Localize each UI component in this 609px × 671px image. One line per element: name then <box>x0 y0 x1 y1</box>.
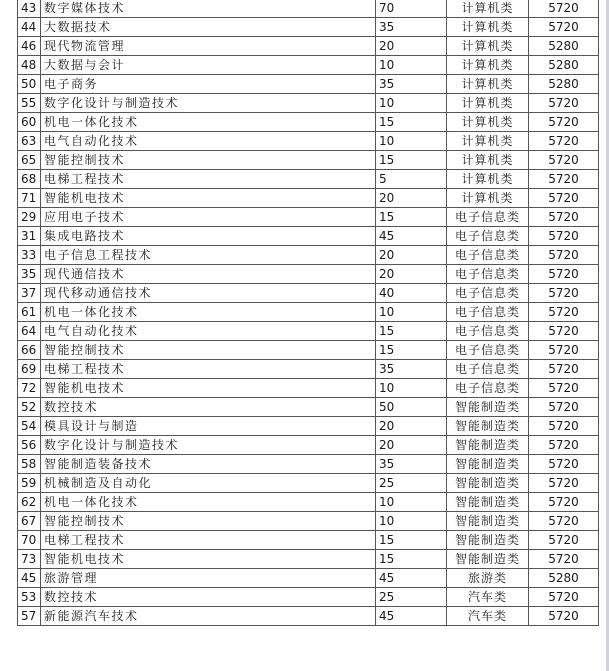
tuition-fee-cell: 5720 <box>529 341 599 360</box>
major-code-cell: 29 <box>18 208 41 227</box>
table-row <box>18 474 599 493</box>
category-cell: 汽车类 <box>447 588 529 607</box>
category-cell: 电子信息类 <box>447 246 529 265</box>
tuition-fee-cell: 5720 <box>529 398 599 417</box>
category-cell: 计算机类 <box>447 94 529 113</box>
tuition-fee-cell: 5720 <box>529 512 599 531</box>
major-name-cell: 应用电子技术 <box>41 208 376 227</box>
plan-count-cell: 10 <box>376 379 447 398</box>
tuition-fee-cell: 5720 <box>529 227 599 246</box>
major-code-cell: 52 <box>18 398 41 417</box>
plan-count-cell: 15 <box>376 341 447 360</box>
category-cell: 智能制造类 <box>447 531 529 550</box>
table-row <box>18 113 599 132</box>
tuition-fee-cell: 5720 <box>529 208 599 227</box>
category-cell: 电子信息类 <box>447 208 529 227</box>
plan-count-cell: 20 <box>376 417 447 436</box>
major-code-cell: 61 <box>18 303 41 322</box>
plan-count-cell: 10 <box>376 512 447 531</box>
major-code-cell: 67 <box>18 512 41 531</box>
major-code-cell: 70 <box>18 531 41 550</box>
major-code-cell: 46 <box>18 37 41 56</box>
category-cell: 计算机类 <box>447 189 529 208</box>
major-name-cell: 智能控制技术 <box>41 341 376 360</box>
category-cell: 计算机类 <box>447 0 529 18</box>
table-row <box>18 246 599 265</box>
major-name-cell: 模具设计与制造 <box>41 417 376 436</box>
major-name-cell: 电梯工程技术 <box>41 360 376 379</box>
major-name-cell: 电气自动化技术 <box>41 322 376 341</box>
major-code-cell: 54 <box>18 417 41 436</box>
plan-count-cell: 20 <box>376 37 447 56</box>
plan-count-cell: 45 <box>376 227 447 246</box>
category-cell: 计算机类 <box>447 37 529 56</box>
category-cell: 电子信息类 <box>447 284 529 303</box>
major-code-cell: 69 <box>18 360 41 379</box>
major-name-cell: 机械制造及自动化 <box>41 474 376 493</box>
plan-count-cell: 10 <box>376 94 447 113</box>
table-row <box>18 379 599 398</box>
plan-count-cell: 10 <box>376 132 447 151</box>
major-code-cell: 65 <box>18 151 41 170</box>
major-code-cell: 73 <box>18 550 41 569</box>
tuition-fee-cell: 5280 <box>529 37 599 56</box>
category-cell: 电子信息类 <box>447 341 529 360</box>
major-name-cell: 数控技术 <box>41 588 376 607</box>
category-cell: 计算机类 <box>447 170 529 189</box>
plan-count-cell: 35 <box>376 18 447 37</box>
plan-count-cell: 20 <box>376 246 447 265</box>
plan-count-cell: 35 <box>376 455 447 474</box>
major-name-cell: 数字化设计与制造技术 <box>41 436 376 455</box>
table-row <box>18 360 599 379</box>
category-cell: 旅游类 <box>447 569 529 588</box>
major-name-cell: 现代移动通信技术 <box>41 284 376 303</box>
major-code-cell: 31 <box>18 227 41 246</box>
table-row <box>18 170 599 189</box>
category-cell: 电子信息类 <box>447 322 529 341</box>
tuition-fee-cell: 5720 <box>529 607 599 626</box>
major-code-cell: 63 <box>18 132 41 151</box>
tuition-fee-cell: 5720 <box>529 417 599 436</box>
major-name-cell: 智能制造装备技术 <box>41 455 376 474</box>
table-body <box>18 0 599 626</box>
category-cell: 电子信息类 <box>447 303 529 322</box>
category-cell: 电子信息类 <box>447 265 529 284</box>
plan-count-cell: 40 <box>376 284 447 303</box>
table-row <box>18 550 599 569</box>
major-code-cell: 48 <box>18 56 41 75</box>
plan-count-cell: 45 <box>376 607 447 626</box>
table-row <box>18 398 599 417</box>
major-code-cell: 56 <box>18 436 41 455</box>
tuition-fee-cell: 5720 <box>529 94 599 113</box>
major-code-cell: 33 <box>18 246 41 265</box>
major-code-cell: 55 <box>18 94 41 113</box>
major-name-cell: 新能源汽车技术 <box>41 607 376 626</box>
table-row <box>18 227 599 246</box>
major-name-cell: 电子信息工程技术 <box>41 246 376 265</box>
plan-count-cell: 20 <box>376 265 447 284</box>
major-code-cell: 50 <box>18 75 41 94</box>
tuition-fee-cell: 5720 <box>529 474 599 493</box>
major-name-cell: 电子商务 <box>41 75 376 94</box>
table-row <box>18 151 599 170</box>
table-row <box>18 94 599 113</box>
plan-count-cell: 15 <box>376 151 447 170</box>
major-name-cell: 现代物流管理 <box>41 37 376 56</box>
table-row <box>18 284 599 303</box>
major-name-cell: 智能机电技术 <box>41 550 376 569</box>
plan-count-cell: 25 <box>376 474 447 493</box>
major-name-cell: 数字媒体技术 <box>41 0 376 18</box>
category-cell: 计算机类 <box>447 151 529 170</box>
category-cell: 计算机类 <box>447 56 529 75</box>
table-row <box>18 132 599 151</box>
tuition-fee-cell: 5720 <box>529 303 599 322</box>
tuition-fee-cell: 5720 <box>529 113 599 132</box>
category-cell: 汽车类 <box>447 607 529 626</box>
major-code-cell: 72 <box>18 379 41 398</box>
category-cell: 电子信息类 <box>447 227 529 246</box>
tuition-fee-cell: 5280 <box>529 569 599 588</box>
major-name-cell: 大数据技术 <box>41 18 376 37</box>
tuition-fee-cell: 5720 <box>529 588 599 607</box>
category-cell: 智能制造类 <box>447 398 529 417</box>
table-row <box>18 208 599 227</box>
plan-count-cell: 45 <box>376 569 447 588</box>
tuition-fee-cell: 5720 <box>529 436 599 455</box>
table-row <box>18 322 599 341</box>
tuition-fee-cell: 5720 <box>529 18 599 37</box>
category-cell: 计算机类 <box>447 18 529 37</box>
plan-count-cell: 15 <box>376 550 447 569</box>
table-row <box>18 417 599 436</box>
tuition-fee-cell: 5720 <box>529 455 599 474</box>
category-cell: 智能制造类 <box>447 474 529 493</box>
major-code-cell: 60 <box>18 113 41 132</box>
major-name-cell: 数控技术 <box>41 398 376 417</box>
plan-count-cell: 10 <box>376 493 447 512</box>
category-cell: 智能制造类 <box>447 455 529 474</box>
major-code-cell: 44 <box>18 18 41 37</box>
table-row <box>18 0 599 18</box>
plan-count-cell: 35 <box>376 360 447 379</box>
category-cell: 计算机类 <box>447 132 529 151</box>
category-cell: 计算机类 <box>447 75 529 94</box>
plan-count-cell: 5 <box>376 170 447 189</box>
major-code-cell: 57 <box>18 607 41 626</box>
plan-count-cell: 15 <box>376 208 447 227</box>
table-row <box>18 75 599 94</box>
major-name-cell: 数字化设计与制造技术 <box>41 94 376 113</box>
tuition-fee-cell: 5280 <box>529 75 599 94</box>
major-code-cell: 58 <box>18 455 41 474</box>
plan-count-cell: 50 <box>376 398 447 417</box>
major-code-cell: 71 <box>18 189 41 208</box>
plan-count-cell: 10 <box>376 303 447 322</box>
table-row <box>18 341 599 360</box>
major-name-cell: 机电一体化技术 <box>41 303 376 322</box>
tuition-fee-cell: 5720 <box>529 246 599 265</box>
plan-count-cell: 20 <box>376 189 447 208</box>
tuition-fee-cell: 5720 <box>529 284 599 303</box>
category-cell: 智能制造类 <box>447 436 529 455</box>
major-name-cell: 旅游管理 <box>41 569 376 588</box>
table-row <box>18 303 599 322</box>
major-name-cell: 机电一体化技术 <box>41 493 376 512</box>
major-code-cell: 66 <box>18 341 41 360</box>
table-row <box>18 18 599 37</box>
plan-count-cell: 70 <box>376 0 447 18</box>
plan-count-cell: 25 <box>376 588 447 607</box>
major-code-cell: 53 <box>18 588 41 607</box>
tuition-fee-cell: 5280 <box>529 56 599 75</box>
plan-count-cell: 10 <box>376 56 447 75</box>
table-row <box>18 607 599 626</box>
tuition-fee-cell: 5720 <box>529 151 599 170</box>
table-row <box>18 493 599 512</box>
major-code-cell: 45 <box>18 569 41 588</box>
major-name-cell: 智能控制技术 <box>41 512 376 531</box>
major-code-cell: 64 <box>18 322 41 341</box>
plan-count-cell: 20 <box>376 436 447 455</box>
major-name-cell: 大数据与会计 <box>41 56 376 75</box>
major-code-cell: 68 <box>18 170 41 189</box>
major-name-cell: 智能机电技术 <box>41 189 376 208</box>
table-row <box>18 189 599 208</box>
tuition-fee-cell: 5720 <box>529 170 599 189</box>
enrollment-plan-table <box>17 0 599 626</box>
tuition-fee-cell: 5720 <box>529 265 599 284</box>
major-code-cell: 62 <box>18 493 41 512</box>
tuition-fee-cell: 5720 <box>529 0 599 18</box>
tuition-fee-cell: 5720 <box>529 493 599 512</box>
plan-count-cell: 15 <box>376 531 447 550</box>
category-cell: 智能制造类 <box>447 512 529 531</box>
major-code-cell: 35 <box>18 265 41 284</box>
category-cell: 计算机类 <box>447 113 529 132</box>
tuition-fee-cell: 5720 <box>529 322 599 341</box>
major-name-cell: 电气自动化技术 <box>41 132 376 151</box>
table-row <box>18 37 599 56</box>
major-name-cell: 智能控制技术 <box>41 151 376 170</box>
major-code-cell: 43 <box>18 0 41 18</box>
tuition-fee-cell: 5720 <box>529 531 599 550</box>
table-row <box>18 455 599 474</box>
major-name-cell: 智能机电技术 <box>41 379 376 398</box>
major-name-cell: 集成电路技术 <box>41 227 376 246</box>
plan-count-cell: 15 <box>376 113 447 132</box>
category-cell: 电子信息类 <box>447 379 529 398</box>
tuition-fee-cell: 5720 <box>529 550 599 569</box>
tuition-fee-cell: 5720 <box>529 189 599 208</box>
major-code-cell: 37 <box>18 284 41 303</box>
category-cell: 智能制造类 <box>447 493 529 512</box>
table-row <box>18 569 599 588</box>
tuition-fee-cell: 5720 <box>529 379 599 398</box>
table-row <box>18 588 599 607</box>
tuition-fee-cell: 5720 <box>529 360 599 379</box>
table-row <box>18 265 599 284</box>
major-name-cell: 现代通信技术 <box>41 265 376 284</box>
major-name-cell: 机电一体化技术 <box>41 113 376 132</box>
plan-count-cell: 15 <box>376 322 447 341</box>
category-cell: 电子信息类 <box>447 360 529 379</box>
table-row <box>18 56 599 75</box>
category-cell: 智能制造类 <box>447 417 529 436</box>
major-name-cell: 电梯工程技术 <box>41 170 376 189</box>
table-row <box>18 436 599 455</box>
tuition-fee-cell: 5720 <box>529 132 599 151</box>
table-row <box>18 512 599 531</box>
table-row <box>18 531 599 550</box>
plan-count-cell: 35 <box>376 75 447 94</box>
major-name-cell: 电梯工程技术 <box>41 531 376 550</box>
major-code-cell: 59 <box>18 474 41 493</box>
category-cell: 智能制造类 <box>447 550 529 569</box>
